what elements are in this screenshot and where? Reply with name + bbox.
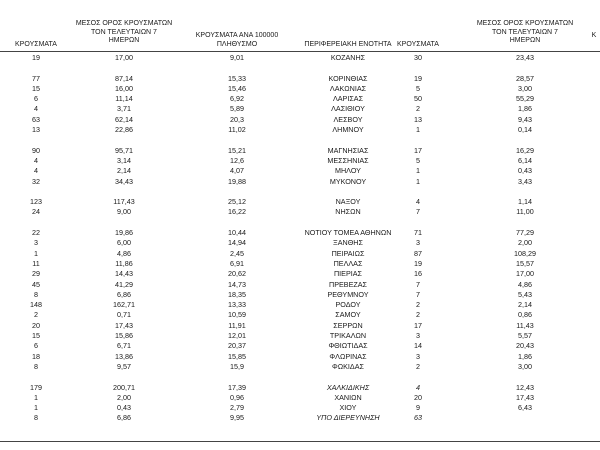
per-100k-cell: 5,89: [230, 104, 244, 114]
avg-7days-right-cell: 108,29: [514, 248, 536, 258]
region-cell: ΦΛΩΡΙΝΑΣ: [329, 351, 367, 361]
header-avg-right-line3: ΗΜΕΡΩΝ: [509, 37, 541, 44]
avg-7days-cell: 200,71: [113, 382, 135, 392]
cases-right-cell: 17: [414, 145, 422, 155]
per-100k-cell: 17,39: [228, 382, 246, 392]
cases-cell: 4: [34, 166, 38, 176]
cases-right-cell: 30: [414, 53, 422, 62]
cases-right-cell: 7: [416, 289, 420, 299]
header-avg-right-line1: ΜΕΣΟΣ ΟΡΟΣ ΚΡΟΥΣΜΑΤΩΝ: [476, 20, 574, 27]
avg-7days-cell: 62,14: [115, 114, 133, 124]
cases-right-cell: 3: [416, 238, 420, 248]
avg-7days-cell: 16,00: [115, 83, 133, 93]
header-region: ΠΕΡΙΦΕΡΕΙΑΚΗ ΕΝΟΤΗΤΑ: [304, 41, 392, 48]
avg-7days-cell: 0,43: [117, 403, 131, 413]
per-100k-cell: 9,95: [230, 413, 244, 423]
table-row: [0, 393, 600, 403]
per-100k-cell: 12,01: [228, 331, 246, 341]
header-cutoff-right: Κ: [591, 32, 597, 39]
region-cell: ΦΩΚΙΔΑΣ: [332, 361, 364, 371]
avg-7days-cell: 6,86: [117, 289, 131, 299]
per-100k-cell: 20,37: [228, 341, 246, 351]
per-100k-cell: 15,33: [228, 73, 246, 83]
cases-cell: 6: [34, 94, 38, 104]
avg-7days-right-cell: 17,43: [516, 392, 534, 402]
cases-right-cell: 7: [416, 279, 420, 289]
table-row: [0, 352, 600, 362]
avg-7days-cell: 95,71: [115, 145, 133, 155]
avg-7days-right-cell: 16,29: [516, 145, 534, 155]
table-row: [0, 94, 600, 104]
cases-right-cell: 2: [416, 104, 420, 114]
cases-cell: 15: [32, 331, 40, 341]
cases-cell: 13: [32, 125, 40, 135]
cases-cell: 20: [32, 320, 40, 330]
avg-7days-cell: 41,29: [115, 279, 133, 289]
avg-7days-right-cell: 4,86: [518, 279, 532, 289]
per-100k-cell: 15,21: [228, 145, 246, 155]
header-avg-line3: ΗΜΕΡΩΝ: [108, 37, 140, 44]
region-cell: ΛΑΚΩΝΙΑΣ: [329, 83, 367, 93]
header-avg-line1: ΜΕΣΟΣ ΟΡΟΣ ΚΡΟΥΣΜΑΤΩΝ: [75, 20, 173, 27]
cases-cell: 123: [30, 197, 42, 207]
header-avg-7days: [74, 20, 174, 46]
per-100k-cell: 15,46: [228, 83, 246, 93]
per-100k-cell: 14,94: [228, 238, 246, 248]
cases-right-cell: 5: [416, 83, 420, 93]
table-row: [0, 207, 600, 217]
per-100k-cell: 18,35: [228, 289, 246, 299]
cases-cell: 8: [34, 361, 38, 371]
table-row: [0, 290, 600, 300]
cases-right-cell: 7: [416, 207, 420, 217]
avg-7days-right-cell: 11,00: [516, 207, 534, 217]
per-100k-cell: 11,02: [228, 125, 246, 135]
per-100k-cell: 6,92: [230, 94, 244, 104]
per-100k-cell: 10,44: [228, 228, 246, 238]
avg-7days-right-cell: 20,43: [516, 341, 534, 351]
avg-7days-right-cell: 3,00: [518, 83, 532, 93]
cases-right-cell: 3: [416, 351, 420, 361]
cases-right-cell: 5: [416, 155, 420, 165]
avg-7days-right-cell: 77,29: [516, 228, 534, 238]
avg-7days-right-cell: 11,43: [516, 320, 534, 330]
cases-cell: 90: [32, 145, 40, 155]
cases-right-cell: 4: [416, 382, 420, 392]
cases-right-cell: 19: [414, 258, 422, 268]
group-spacer: [0, 63, 600, 73]
table-row: [0, 115, 600, 125]
region-cell: ΣΕΡΡΩΝ: [333, 320, 363, 330]
avg-7days-cell: 2,14: [117, 166, 131, 176]
avg-7days-right-cell: 3,00: [518, 361, 532, 371]
avg-7days-right-cell: 23,43: [516, 53, 534, 62]
per-100k-cell: 4,07: [230, 166, 244, 176]
cases-right-cell: 20: [414, 392, 422, 402]
avg-7days-right-cell: 2,00: [518, 238, 532, 248]
cases-cell: 19: [32, 53, 40, 62]
cases-cell: 24: [32, 207, 40, 217]
avg-7days-cell: 19,86: [115, 228, 133, 238]
cases-cell: 8: [34, 413, 38, 423]
cases-right-cell: 1: [416, 176, 420, 186]
avg-7days-right-cell: 2,14: [518, 300, 532, 310]
table-row: [0, 166, 600, 176]
region-cell: ΝΗΣΩΝ: [335, 207, 361, 217]
cases-right-cell: 14: [414, 341, 422, 351]
table-row: [0, 146, 600, 156]
region-cell: ΠΕΛΛΑΣ: [333, 258, 363, 268]
table-row: [0, 249, 600, 259]
cases-right-cell: 19: [414, 73, 422, 83]
per-100k-cell: 13,33: [228, 300, 246, 310]
table-row: [0, 177, 600, 187]
header-avg-7days-right: [475, 20, 575, 46]
table-row: [0, 125, 600, 135]
cases-cell: 1: [34, 392, 38, 402]
region-cell: ΜΥΚΟΝΟΥ: [329, 176, 367, 186]
region-cell: ΝΑΞΟΥ: [335, 197, 361, 207]
table-row: [0, 300, 600, 310]
cases-right-cell: 63: [414, 413, 422, 423]
region-cell: ΚΟΖΑΝΗΣ: [330, 53, 366, 62]
avg-7days-cell: 4,86: [117, 248, 131, 258]
cases-right-cell: 50: [414, 94, 422, 104]
table-row: [0, 362, 600, 372]
avg-7days-right-cell: 1,86: [518, 104, 532, 114]
region-cell: ΜΗΛΟΥ: [335, 166, 361, 176]
avg-7days-cell: 2,00: [117, 392, 131, 402]
avg-7days-cell: 117,43: [113, 197, 135, 207]
cases-cell: 2: [34, 310, 38, 320]
cases-right-cell: 16: [414, 269, 422, 279]
avg-7days-cell: 11,14: [115, 94, 133, 104]
per-100k-cell: 20,62: [228, 269, 246, 279]
table-row: [0, 413, 600, 423]
table-row: [0, 383, 600, 393]
avg-7days-cell: 17,00: [115, 53, 133, 62]
region-cell: ΚΟΡΙΝΘΙΑΣ: [328, 73, 368, 83]
cases-right-cell: 2: [416, 300, 420, 310]
avg-7days-cell: 87,14: [115, 73, 133, 83]
avg-7days-right-cell: 28,57: [516, 73, 534, 83]
header-per100k-line2: ΠΛΗΘΥΣΜΟ: [216, 40, 258, 48]
region-cell: ΛΕΣΒΟΥ: [333, 114, 363, 124]
group-spacer: [0, 372, 600, 382]
per-100k-cell: 2,79: [230, 403, 244, 413]
avg-7days-right-cell: 0,86: [518, 310, 532, 320]
cases-right-cell: 13: [414, 114, 422, 124]
avg-7days-cell: 3,14: [117, 155, 131, 165]
cases-cell: 179: [30, 382, 42, 392]
region-cell: ΧΑΛΚΙΔΙΚΗΣ: [326, 382, 370, 392]
per-100k-cell: 10,59: [228, 310, 246, 320]
avg-7days-right-cell: 3,43: [518, 176, 532, 186]
avg-7days-cell: 14,43: [115, 269, 133, 279]
region-cell: ΠΕΙΡΑΙΩΣ: [331, 248, 365, 258]
avg-7days-right-cell: 12,43: [516, 382, 534, 392]
cases-right-cell: 87: [414, 248, 422, 258]
cases-cell: 1: [34, 403, 38, 413]
avg-7days-right-cell: 5,43: [518, 289, 532, 299]
header-per100k-line1: ΚΡΟΥΣΜΑΤΑ ΑΝΑ 100000: [195, 32, 279, 39]
region-cell: ΧΑΝΙΩΝ: [334, 392, 362, 402]
avg-7days-right-cell: 6,14: [518, 155, 532, 165]
per-100k-cell: 12,6: [230, 155, 244, 165]
cases-cell: 4: [34, 104, 38, 114]
cases-cell: 63: [32, 114, 40, 124]
region-cell: ΥΠΟ ΔΙΕΡΕΥΝΗΣΗ: [316, 413, 380, 423]
cases-cell: 77: [32, 73, 40, 83]
cases-right-cell: 1: [416, 125, 420, 135]
cases-cell: 29: [32, 269, 40, 279]
header-avg-right-line2: ΤΟΝ ΤΕΛΕΥΤΑΙΩΝ 7: [492, 28, 558, 36]
table-row: [0, 280, 600, 290]
group-spacer: [0, 135, 600, 145]
cases-right-cell: 4: [416, 197, 420, 207]
avg-7days-cell: 162,71: [113, 300, 135, 310]
table-row: [0, 197, 600, 207]
region-cell: ΠΡΕΒΕΖΑΣ: [329, 279, 367, 289]
table-row: [0, 331, 600, 341]
header-avg-line2: ΤΟΝ ΤΕΛΕΥΤΑΙΩΝ 7: [91, 28, 157, 36]
cases-cell: 11: [32, 258, 40, 268]
avg-7days-right-cell: 9,43: [518, 114, 532, 124]
table-row: [0, 74, 600, 84]
region-cell: ΞΑΝΘΗΣ: [333, 238, 363, 248]
avg-7days-cell: 6,71: [117, 341, 131, 351]
per-100k-cell: 19,88: [228, 176, 246, 186]
table-row: [0, 321, 600, 331]
per-100k-cell: 6,91: [230, 258, 244, 268]
avg-7days-right-cell: 0,14: [518, 125, 532, 135]
cases-cell: 3: [34, 238, 38, 248]
avg-7days-cell: 3,71: [117, 104, 131, 114]
avg-7days-right-cell: 5,57: [518, 331, 532, 341]
avg-7days-cell: 9,00: [117, 207, 131, 217]
avg-7days-right-cell: 6,43: [518, 403, 532, 413]
cases-right-cell: 17: [414, 320, 422, 330]
cases-cell: 22: [32, 228, 40, 238]
data-table: [0, 53, 600, 424]
avg-7days-cell: 6,86: [117, 413, 131, 423]
cases-cell: 148: [30, 300, 42, 310]
cases-cell: 32: [32, 176, 40, 186]
avg-7days-right-cell: 55,29: [516, 94, 534, 104]
cases-right-cell: 3: [416, 331, 420, 341]
per-100k-cell: 0,96: [230, 392, 244, 402]
avg-7days-cell: 15,86: [115, 331, 133, 341]
header-cases-right: ΚΡΟΥΣΜΑΤΑ: [397, 41, 439, 48]
per-100k-cell: 20,3: [230, 114, 244, 124]
cases-cell: 18: [32, 351, 40, 361]
cases-right-cell: 9: [416, 403, 420, 413]
region-cell: ΣΑΜΟΥ: [335, 310, 361, 320]
header-cases: ΚΡΟΥΣΜΑΤΑ: [15, 41, 57, 48]
cases-cell: 15: [32, 83, 40, 93]
cases-right-cell: 1: [416, 166, 420, 176]
region-cell: ΤΡΙΚΑΛΩΝ: [329, 331, 367, 341]
avg-7days-cell: 13,86: [115, 351, 133, 361]
table-row: [0, 156, 600, 166]
cases-cell: 1: [34, 248, 38, 258]
region-cell: ΧΙΟΥ: [339, 403, 357, 413]
avg-7days-cell: 9,57: [117, 361, 131, 371]
per-100k-cell: 14,73: [228, 279, 246, 289]
region-cell: ΦΘΙΩΤΙΔΑΣ: [328, 341, 368, 351]
cases-right-cell: 2: [416, 361, 420, 371]
table-row: [0, 238, 600, 248]
region-cell: ΛΗΜΝΟΥ: [332, 125, 364, 135]
cases-cell: 4: [34, 155, 38, 165]
avg-7days-cell: 6,00: [117, 238, 131, 248]
region-cell: ΠΙΕΡΙΑΣ: [333, 269, 362, 279]
region-cell: ΡΕΘΥΜΝΟΥ: [327, 289, 369, 299]
table-row: [0, 310, 600, 320]
table-row: [0, 403, 600, 413]
region-cell: ΛΑΡΙΣΑΣ: [332, 94, 364, 104]
per-100k-cell: 15,9: [230, 361, 244, 371]
avg-7days-cell: 17,43: [115, 320, 133, 330]
avg-7days-cell: 34,43: [115, 176, 133, 186]
avg-7days-cell: 11,86: [115, 258, 133, 268]
cases-cell: 6: [34, 341, 38, 351]
region-cell: ΜΑΓΝΗΣΙΑΣ: [327, 145, 369, 155]
table-row: [0, 259, 600, 269]
region-cell: ΜΕΣΣΗΝΙΑΣ: [327, 155, 369, 165]
avg-7days-right-cell: 1,86: [518, 351, 532, 361]
cases-cell: 45: [32, 279, 40, 289]
footer-divider: [0, 441, 600, 442]
region-cell: ΡΟΔΟΥ: [335, 300, 361, 310]
avg-7days-right-cell: 15,57: [516, 258, 534, 268]
region-cell: ΛΑΣΙΘΙΟΥ: [331, 104, 365, 114]
cases-right-cell: 71: [414, 228, 422, 238]
table-row: [0, 84, 600, 94]
per-100k-cell: 11,91: [228, 320, 246, 330]
table-row: [0, 104, 600, 114]
cases-cell: 8: [34, 289, 38, 299]
table-row: [0, 53, 600, 63]
region-cell: ΝΟΤΙΟΥ ΤΟΜΕΑ ΑΘΗΝΩΝ: [304, 228, 392, 238]
per-100k-cell: 2,45: [230, 248, 244, 258]
header-per-100k: [187, 32, 287, 49]
table-row: [0, 341, 600, 351]
header-divider: [0, 51, 600, 52]
avg-7days-right-cell: 17,00: [516, 269, 534, 279]
group-spacer: [0, 218, 600, 228]
avg-7days-right-cell: 0,43: [518, 166, 532, 176]
per-100k-cell: 9,01: [230, 53, 244, 62]
group-spacer: [0, 187, 600, 197]
table-row: [0, 228, 600, 238]
avg-7days-right-cell: 1,14: [518, 197, 532, 207]
cases-right-cell: 2: [416, 310, 420, 320]
avg-7days-cell: 22,86: [115, 125, 133, 135]
per-100k-cell: 16,22: [228, 207, 246, 217]
table-row: [0, 269, 600, 279]
per-100k-cell: 25,12: [228, 197, 246, 207]
per-100k-cell: 15,85: [228, 351, 246, 361]
avg-7days-cell: 0,71: [117, 310, 131, 320]
